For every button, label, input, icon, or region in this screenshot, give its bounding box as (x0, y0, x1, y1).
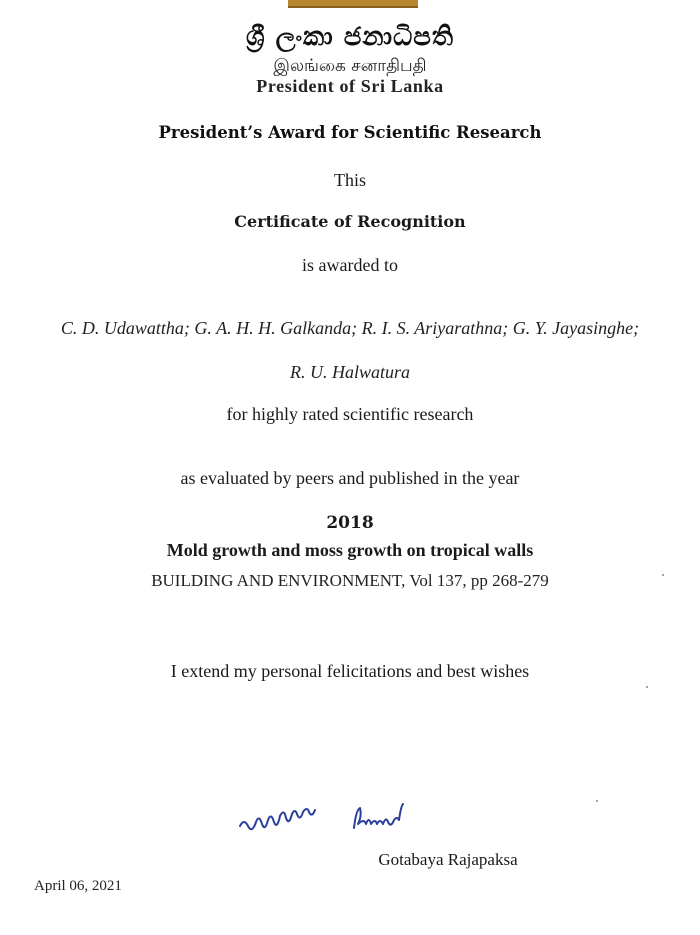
evaluation-text: as evaluated by peers and published in the year (180, 468, 520, 488)
signatory-name: Gotabaya Rajapaksa (378, 850, 518, 869)
wishes-text: I extend my personal felicitations and best wishes (170, 661, 530, 681)
award-name: President’s Award for Scientific Research (158, 123, 542, 142)
journal-citation: BUILDING AND ENVIRONMENT, Vol 137, pp 268-279 (151, 571, 549, 590)
emblem-strip (288, 0, 418, 8)
awarded-to-text: is awarded to (302, 255, 398, 275)
paper-title: Mold growth and moss growth on tropical walls (166, 540, 534, 560)
paper-speck (646, 686, 648, 688)
recipients-line-1: C. D. Udawattha; G. A. H. H. Galkanda; R. I. S. Ariyarathna; G. Y. Jayasinghe; (60, 318, 640, 338)
certificate-type: Certificate of Recognition (234, 212, 466, 231)
sinhala-title: ශ්‍රී ලංකා ජනාධිපති (245, 22, 455, 52)
publication-year: 2018 (326, 513, 374, 533)
this-text: This (333, 170, 366, 190)
tamil-title: இலங்கை சனாதிபதி (273, 56, 427, 76)
signature-icon (232, 800, 432, 840)
english-title: President of Sri Lanka (256, 76, 444, 96)
reason-text: for highly rated scientific research (226, 404, 474, 424)
paper-speck (596, 800, 598, 802)
recipients-line-2: R. U. Halwatura (289, 362, 410, 382)
certificate-date: April 06, 2021 (34, 878, 122, 894)
paper-speck (662, 574, 664, 576)
